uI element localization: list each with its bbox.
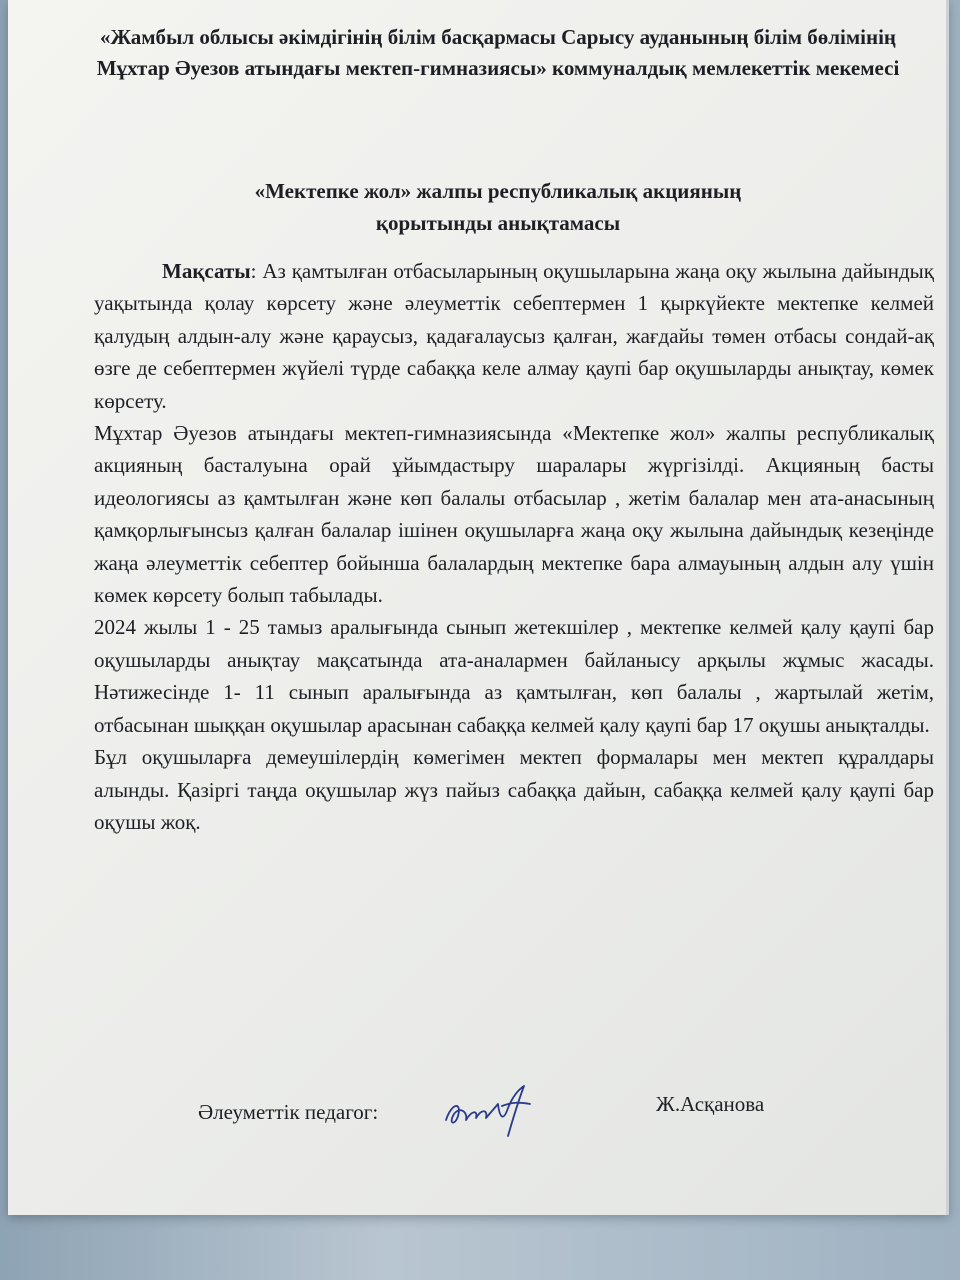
organization-header: «Жамбыл облысы әкімдігінің білім басқармасы Сарысу ауданының білім бөлімінің Мұхтар Әуезов атындағы мектеп-гимназиясы» коммуналдық мемлекеттік мекемесі [96,25,900,80]
document-body [94,255,934,838]
title-line-2: қорытынды анықтамасы [375,211,621,235]
signer-role: Әлеуметтік педагог: [198,1100,379,1124]
document-page [8,0,949,1215]
document-title [68,175,928,239]
paragraph-support: Бұл оқушыларға демеушілердің көмегімен мектеп формалары мен мектеп құралдары алынды. Қазіргі таңда оқушылар жүз пайыз сабаққа дайын, сабаққа келмей қалу қаупі бар оқушы жоқ. [94,745,934,834]
handwritten-signature [438,1080,538,1140]
title-line-1: «Мектепке жол» жалпы республикалық акцияның [254,179,742,203]
goal-paragraph [94,255,934,417]
goal-label: Мақсаты [162,259,251,283]
goal-text: : Аз қамтылған отбасыларының оқушыларына жаңа оқу жылына дайындық уақытында қолау көрсету және әлеуметтік себептермен 1 қыркүйекте мектепке келмей қалудың алдын-алу және қараусыз, қадағалаусыз қалған, жағдайы төмен отбасы сондай-ақ өзге де себептермен жүйелі түрде сабаққа келе алмау қаупі бар оқушыларды анықтау, көмек көрсету. [94,259,934,413]
paragraph-results: 2024 жылы 1 - 25 тамыз аралығында сынып жетекшілер , мектепке келмей қалу қаупі бар оқушыларды анықтау мақсатында ата-аналармен байланысу арқылы жұмыс жасады. Нәтижесінде 1- 11 сынып аралығында аз қамтылған, көп балалы , жартылай жетім, отбасынан шыққан оқушылар арасынан сабаққа келмей қалу қаупі бар 17 оқушы анықталды. [94,615,934,737]
paragraph-organization: Мұхтар Әуезов атындағы мектеп-гимназиясында «Мектепке жол» жалпы республикалық акцияның басталуына орай ұйымдастыру шаралары жүргізілді. Акцияның басты идеологиясы аз қамтылған және көп балалы отбасылар , жетім балалар мен ата-анасының қамқорлығынсыз қалған балалар ішінен оқушыларға жаңа оқу жылына дайындық кезеңінде жаңа әлеуметтік себептер бойынша балалардың мектепке бара алмауының алдын алу үшін көмек көрсету болып табылады. [94,421,934,608]
signature-block [198,1080,898,1140]
signer-name: Ж.Асқанова [656,1092,765,1116]
